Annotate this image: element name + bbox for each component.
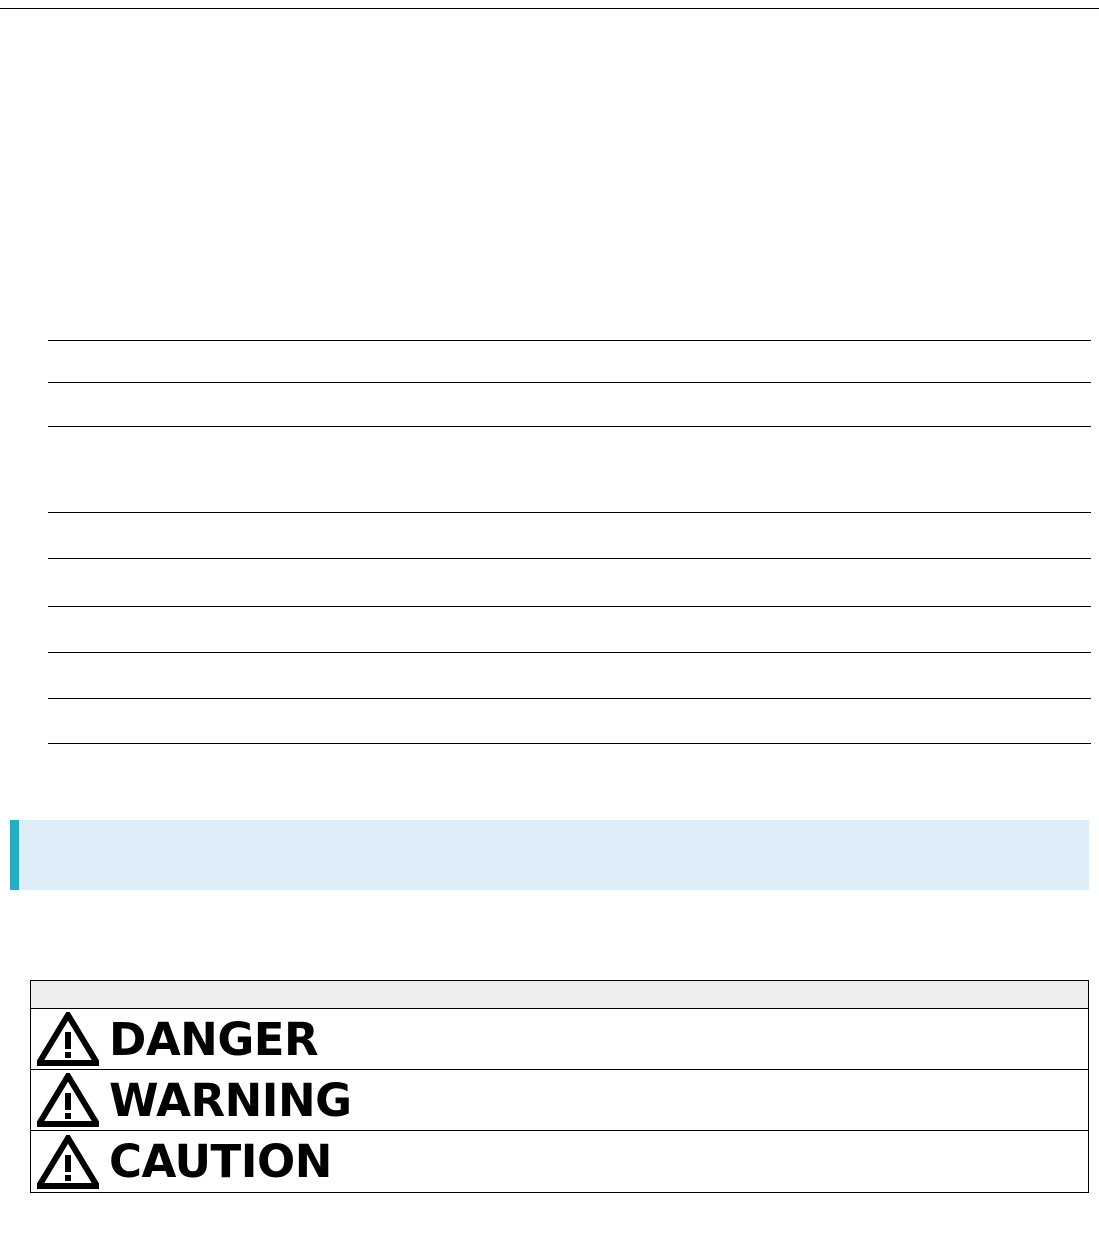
table-cell — [48, 699, 1091, 707]
table-row — [48, 698, 1091, 744]
table-cell — [48, 559, 1091, 567]
safety-word-caution: CAUTION — [109, 1135, 332, 1188]
page-top-rule — [0, 8, 1099, 9]
table-row — [48, 652, 1091, 698]
table-cell — [48, 341, 1091, 349]
warning-triangle-icon — [37, 1012, 99, 1066]
table-row — [48, 426, 1091, 512]
table-cell — [48, 653, 1091, 661]
warning-triangle-icon — [37, 1073, 99, 1127]
safety-label-group — [37, 1012, 417, 1066]
note-callout — [10, 820, 1089, 890]
spec-table — [48, 340, 1091, 744]
table-row — [48, 606, 1091, 652]
table-row — [48, 382, 1091, 426]
safety-row-danger — [31, 1009, 1088, 1070]
safety-word-warning: WARNING — [109, 1073, 352, 1127]
safety-label-group — [37, 1073, 417, 1127]
table-cell — [48, 383, 1091, 391]
safety-word-danger: DANGER — [109, 1012, 319, 1066]
safety-row-caution — [31, 1131, 1088, 1192]
table-cell — [48, 513, 1091, 521]
table-cell — [48, 427, 1091, 435]
table-cell — [48, 607, 1091, 615]
safety-symbol-table — [30, 980, 1089, 1193]
note-accent-bar — [10, 820, 19, 890]
safety-row-warning — [31, 1070, 1088, 1131]
table-row — [48, 340, 1091, 382]
safety-label-group — [37, 1135, 417, 1189]
table-row — [48, 558, 1091, 606]
table-row — [48, 512, 1091, 558]
warning-triangle-icon — [37, 1135, 99, 1189]
safety-table-header — [31, 981, 1088, 1009]
